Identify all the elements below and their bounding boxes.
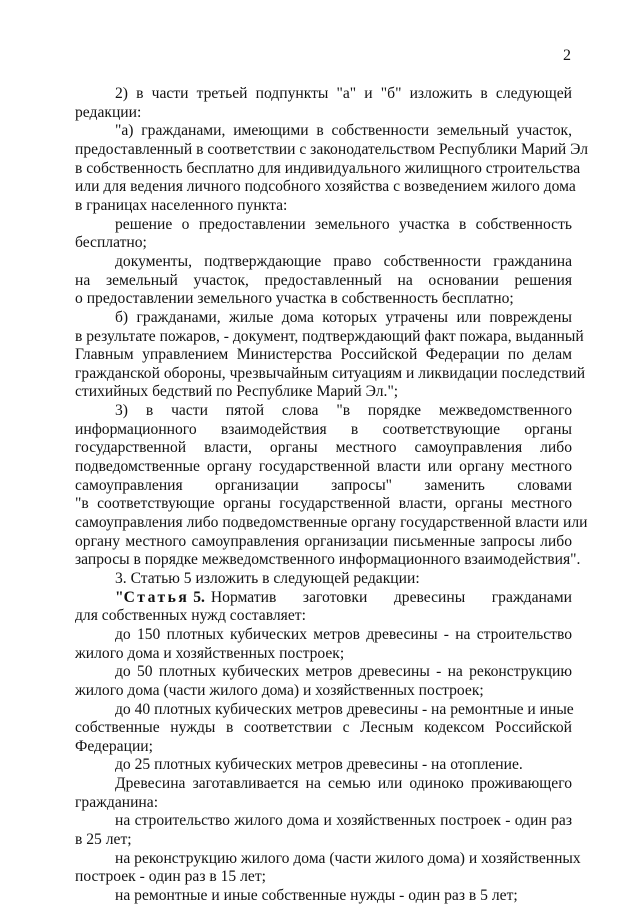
text-line: в результате пожаров, - документ, подтверждающий факт пожара, выданный (75, 327, 584, 345)
text-line: построек - один раз в 15 лет; (75, 868, 266, 886)
text-line: в границах населенного пункта: (75, 196, 288, 214)
article-heading-line (115, 588, 572, 607)
text-line: предоставленный в соответствии с законодательством Республики Марий Эл (75, 141, 589, 158)
text-line: гражданина: (75, 793, 159, 811)
text-line: в 25 лет; (75, 831, 132, 848)
article-heading-text: Норматив заготовки древесины гражданами (210, 588, 572, 606)
text-line: 2) в части третьей подпункты "а" и "б" изложить в следующей (115, 85, 572, 102)
text-line: 3) в части пятой слова "в порядке межведомственного (115, 402, 572, 420)
text-line: информационного взаимодействия в соответствующие органы (75, 420, 572, 438)
text-line: стихийных бедствий по Республике Марий Эл."; (75, 383, 399, 401)
text-line: б) гражданами, жилые дома которых утрачены или повреждены (115, 308, 572, 326)
text-line: самоуправления либо подведомственные органу государственной власти или (75, 514, 588, 531)
text-line: до 25 плотных кубических метров древесины - на отопление. (115, 756, 523, 774)
text-line: для собственных нужд составляет: (75, 607, 306, 625)
text-line: на реконструкцию жилого дома (части жилого дома) и хозяйственных (115, 849, 581, 867)
text-line: Федерации; (75, 737, 153, 755)
text-line: Древесина заготавливается на семью или одиноко проживающего (115, 775, 572, 793)
text-line: запросы в порядке межведомственного информационного взаимодействия". (75, 551, 581, 569)
text-line: жилого дома (части жилого дома) и хозяйственных построек; (75, 681, 484, 699)
text-line: в собственность бесплатно для индивидуального жилищного строительства (75, 159, 581, 177)
text-line: о предоставлении земельного участка в собственность бесплатно; (75, 290, 514, 308)
article-heading: "Статья 5. (115, 588, 205, 606)
text-line: гражданской обороны, чрезвычайным ситуациям и ликвидации последствий (75, 364, 586, 382)
text-line: органу местного самоуправления организации письменные запросы либо (75, 532, 572, 550)
text-line: на земельный участок, предоставленный на основании решения (75, 271, 572, 289)
text-line: редакции: (75, 103, 142, 121)
text-line: документы, подтверждающие право собственности гражданина (115, 252, 572, 270)
text-line: "в соответствующие органы государственной власти, органы местного (75, 495, 572, 513)
text-line: "а) гражданами, имеющими в собственности земельный участок, (115, 122, 572, 140)
text-line: до 50 плотных кубических метров древесины - на реконструкцию (115, 663, 572, 681)
text-line: 3. Статью 5 изложить в следующей редакции: (115, 569, 420, 587)
text-line: или для ведения личного подсобного хозяйства с возведением жилого дома (75, 178, 576, 196)
text-line: до 150 плотных кубических метров древесины - на строительство (115, 625, 572, 643)
text-line: подведомственные органу государственной власти или органу местного (75, 458, 572, 475)
article-word: Статья (123, 588, 190, 606)
text-line: бесплатно; (75, 234, 147, 252)
text-line: жилого дома и хозяйственных построек; (75, 644, 345, 662)
page-number: 2 (563, 47, 571, 64)
text-line: до 40 плотных кубических метров древесины - на ремонтные и иные (115, 700, 574, 718)
text-line: решение о предоставлении земельного участка в собственность (115, 215, 572, 233)
text-line: на ремонтные и иные собственные нужды - один раз в 5 лет; (115, 887, 518, 904)
article-number: 5. (189, 588, 205, 606)
text-line: Главным управлением Министерства Российской Федерации по делам (75, 346, 572, 364)
text-line: самоуправления организации запросы" заменить словами (75, 476, 572, 494)
text-line: на строительство жилого дома и хозяйственных построек - один раз (115, 812, 572, 830)
text-line: собственные нужды в соответствии с Лесным кодексом Российской (75, 719, 572, 737)
text-line: государственной власти, органы местного самоуправления либо (75, 439, 572, 457)
